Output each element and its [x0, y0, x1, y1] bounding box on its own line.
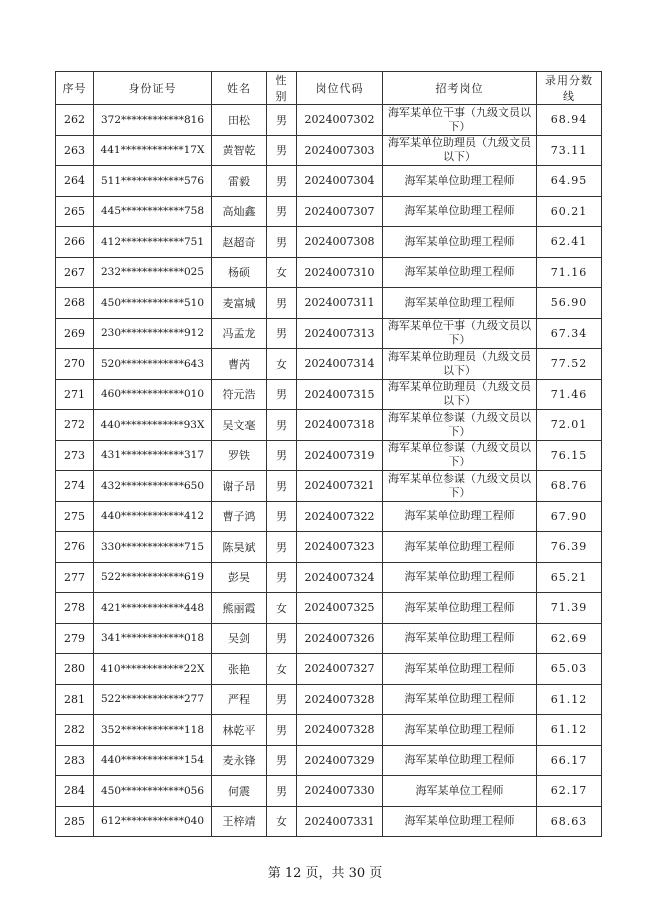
- row-number-cell: 277: [56, 562, 94, 593]
- row-number-cell: 266: [56, 227, 94, 258]
- table-row: [56, 379, 602, 410]
- position-code-cell: 2024007308: [297, 227, 383, 258]
- table-row: [56, 227, 602, 258]
- header-row: [56, 72, 602, 105]
- gender-cell: 男: [267, 105, 297, 136]
- position-title-cell: 海军某单位助理工程师: [383, 806, 537, 837]
- row-number-cell: 281: [56, 684, 94, 715]
- position-title-cell: 海军某单位工程师: [383, 776, 537, 807]
- position-code-cell: 2024007331: [297, 806, 383, 837]
- table-row: [56, 410, 602, 441]
- name-cell: 杨硕: [212, 257, 267, 288]
- gender-cell: 男: [267, 288, 297, 319]
- gender-cell: 男: [267, 196, 297, 227]
- name-cell: 罗铁: [212, 440, 267, 471]
- name-cell: 王梓靖: [212, 806, 267, 837]
- row-number-cell: 272: [56, 410, 94, 441]
- id-number-cell: 612************040: [94, 806, 212, 837]
- table-row: [56, 257, 602, 288]
- score-cell: 73.11: [537, 135, 602, 166]
- row-number-cell: 267: [56, 257, 94, 288]
- position-title-cell: 海军某单位助理工程师: [383, 623, 537, 654]
- id-number-cell: 445************758: [94, 196, 212, 227]
- id-number-cell: 372************816: [94, 105, 212, 136]
- gender-cell: 男: [267, 135, 297, 166]
- row-number-cell: 283: [56, 745, 94, 776]
- table-row: [56, 532, 602, 563]
- score-cell: 62.69: [537, 623, 602, 654]
- score-cell: 77.52: [537, 349, 602, 380]
- id-number-cell: 421************448: [94, 593, 212, 624]
- score-cell: 72.01: [537, 410, 602, 441]
- table-row: [56, 501, 602, 532]
- id-number-cell: 432************650: [94, 471, 212, 502]
- score-cell: 67.90: [537, 501, 602, 532]
- score-cell: 61.12: [537, 684, 602, 715]
- gender-cell: 女: [267, 806, 297, 837]
- position-code-cell: 2024007315: [297, 379, 383, 410]
- header-cell: 招考岗位: [383, 72, 537, 105]
- id-number-cell: 232************025: [94, 257, 212, 288]
- row-number-cell: 269: [56, 318, 94, 349]
- name-cell: 黄智乾: [212, 135, 267, 166]
- position-code-cell: 2024007304: [297, 166, 383, 197]
- position-code-cell: 2024007303: [297, 135, 383, 166]
- position-title-cell: 海军某单位助理工程师: [383, 166, 537, 197]
- row-number-cell: 285: [56, 806, 94, 837]
- name-cell: 张艳: [212, 654, 267, 685]
- position-title-cell: 海军某单位参谋（九级文员以下）: [383, 410, 537, 441]
- score-cell: 71.39: [537, 593, 602, 624]
- name-cell: 吴剑: [212, 623, 267, 654]
- table-row: [56, 806, 602, 837]
- score-cell: 60.21: [537, 196, 602, 227]
- table-row: [56, 349, 602, 380]
- header-cell: 身份证号: [94, 72, 212, 105]
- gender-cell: 男: [267, 684, 297, 715]
- table-row: [56, 196, 602, 227]
- row-number-cell: 276: [56, 532, 94, 563]
- row-number-cell: 263: [56, 135, 94, 166]
- score-cell: 64.95: [537, 166, 602, 197]
- position-code-cell: 2024007326: [297, 623, 383, 654]
- position-code-cell: 2024007323: [297, 532, 383, 563]
- score-cell: 76.39: [537, 532, 602, 563]
- position-title-cell: 海军某单位助理工程师: [383, 501, 537, 532]
- gender-cell: 男: [267, 471, 297, 502]
- score-cell: 62.41: [537, 227, 602, 258]
- id-number-cell: 410************22X: [94, 654, 212, 685]
- gender-cell: 男: [267, 379, 297, 410]
- name-cell: 谢子昂: [212, 471, 267, 502]
- name-cell: 麦富城: [212, 288, 267, 319]
- id-number-cell: 440************412: [94, 501, 212, 532]
- position-code-cell: 2024007321: [297, 471, 383, 502]
- position-title-cell: 海军某单位助理工程师: [383, 288, 537, 319]
- position-code-cell: 2024007325: [297, 593, 383, 624]
- table-row: [56, 166, 602, 197]
- id-number-cell: 431************317: [94, 440, 212, 471]
- position-title-cell: 海军某单位参谋（九级文员以下）: [383, 471, 537, 502]
- score-cell: 71.16: [537, 257, 602, 288]
- table-row: [56, 440, 602, 471]
- position-code-cell: 2024007307: [297, 196, 383, 227]
- position-title-cell: 海军某单位助理工程师: [383, 196, 537, 227]
- position-code-cell: 2024007328: [297, 715, 383, 746]
- name-cell: 熊丽霞: [212, 593, 267, 624]
- score-cell: 68.94: [537, 105, 602, 136]
- score-cell: 76.15: [537, 440, 602, 471]
- position-title-cell: 海军某单位助理员（九级文员以下）: [383, 379, 537, 410]
- name-cell: 田松: [212, 105, 267, 136]
- position-code-cell: 2024007328: [297, 684, 383, 715]
- gender-cell: 男: [267, 623, 297, 654]
- score-cell: 67.34: [537, 318, 602, 349]
- row-number-cell: 271: [56, 379, 94, 410]
- score-cell: 61.12: [537, 715, 602, 746]
- score-cell: 68.76: [537, 471, 602, 502]
- id-number-cell: 511************576: [94, 166, 212, 197]
- table-row: [56, 715, 602, 746]
- position-title-cell: 海军某单位助理工程师: [383, 745, 537, 776]
- name-cell: 林乾平: [212, 715, 267, 746]
- header-cell: 性别: [267, 72, 297, 105]
- admission-table: [55, 71, 602, 837]
- gender-cell: 男: [267, 776, 297, 807]
- gender-cell: 男: [267, 715, 297, 746]
- table-row: [56, 105, 602, 136]
- name-cell: 彭昊: [212, 562, 267, 593]
- id-number-cell: 440************154: [94, 745, 212, 776]
- row-number-cell: 284: [56, 776, 94, 807]
- position-code-cell: 2024007327: [297, 654, 383, 685]
- position-code-cell: 2024007329: [297, 745, 383, 776]
- row-number-cell: 278: [56, 593, 94, 624]
- position-code-cell: 2024007324: [297, 562, 383, 593]
- row-number-cell: 282: [56, 715, 94, 746]
- score-cell: 65.03: [537, 654, 602, 685]
- id-number-cell: 450************056: [94, 776, 212, 807]
- id-number-cell: 341************018: [94, 623, 212, 654]
- position-title-cell: 海军某单位助理工程师: [383, 593, 537, 624]
- row-number-cell: 268: [56, 288, 94, 319]
- position-code-cell: 2024007319: [297, 440, 383, 471]
- gender-cell: 女: [267, 349, 297, 380]
- name-cell: 麦永锋: [212, 745, 267, 776]
- gender-cell: 男: [267, 318, 297, 349]
- table-row: [56, 471, 602, 502]
- id-number-cell: 440************93X: [94, 410, 212, 441]
- gender-cell: 男: [267, 166, 297, 197]
- gender-cell: 男: [267, 501, 297, 532]
- position-title-cell: 海军某单位助理工程师: [383, 715, 537, 746]
- position-code-cell: 2024007310: [297, 257, 383, 288]
- gender-cell: 男: [267, 562, 297, 593]
- id-number-cell: 460************010: [94, 379, 212, 410]
- name-cell: 曹子鸿: [212, 501, 267, 532]
- position-code-cell: 2024007322: [297, 501, 383, 532]
- id-number-cell: 522************277: [94, 684, 212, 715]
- position-title-cell: 海军某单位助理员（九级文员以下）: [383, 135, 537, 166]
- gender-cell: 男: [267, 532, 297, 563]
- gender-cell: 男: [267, 410, 297, 441]
- name-cell: 赵超奇: [212, 227, 267, 258]
- name-cell: 吴文毫: [212, 410, 267, 441]
- position-title-cell: 海军某单位干事（九级文员以下）: [383, 318, 537, 349]
- id-number-cell: 352************118: [94, 715, 212, 746]
- position-title-cell: 海军某单位助理员（九级文员以下）: [383, 349, 537, 380]
- position-code-cell: 2024007313: [297, 318, 383, 349]
- score-cell: 56.90: [537, 288, 602, 319]
- position-title-cell: 海军某单位助理工程师: [383, 684, 537, 715]
- id-number-cell: 230************912: [94, 318, 212, 349]
- position-title-cell: 海军某单位参谋（九级文员以下）: [383, 440, 537, 471]
- name-cell: 符元浩: [212, 379, 267, 410]
- table-row: [56, 562, 602, 593]
- gender-cell: 女: [267, 654, 297, 685]
- header-cell: 岗位代码: [297, 72, 383, 105]
- table-row: [56, 318, 602, 349]
- gender-cell: 女: [267, 257, 297, 288]
- name-cell: 严程: [212, 684, 267, 715]
- table-row: [56, 654, 602, 685]
- position-title-cell: 海军某单位助理工程师: [383, 562, 537, 593]
- table-row: [56, 745, 602, 776]
- name-cell: 何震: [212, 776, 267, 807]
- name-cell: 冯孟龙: [212, 318, 267, 349]
- table-row: [56, 776, 602, 807]
- position-title-cell: 海军某单位助理工程师: [383, 227, 537, 258]
- position-code-cell: 2024007311: [297, 288, 383, 319]
- name-cell: 雷毅: [212, 166, 267, 197]
- gender-cell: 男: [267, 745, 297, 776]
- table-row: [56, 135, 602, 166]
- position-code-cell: 2024007330: [297, 776, 383, 807]
- id-number-cell: 412************751: [94, 227, 212, 258]
- page-footer: 第 12 页，共 30 页: [267, 866, 383, 881]
- gender-cell: 男: [267, 440, 297, 471]
- name-cell: 陈昊斌: [212, 532, 267, 563]
- table-row: [56, 684, 602, 715]
- table-row: [56, 288, 602, 319]
- row-number-cell: 270: [56, 349, 94, 380]
- table-row: [56, 593, 602, 624]
- row-number-cell: 273: [56, 440, 94, 471]
- score-cell: 68.63: [537, 806, 602, 837]
- name-cell: 曹芮: [212, 349, 267, 380]
- position-title-cell: 海军某单位干事（九级文员以下）: [383, 105, 537, 136]
- header-cell: 录用分数线: [537, 72, 602, 105]
- score-cell: 66.17: [537, 745, 602, 776]
- row-number-cell: 279: [56, 623, 94, 654]
- id-number-cell: 520************643: [94, 349, 212, 380]
- position-code-cell: 2024007302: [297, 105, 383, 136]
- position-title-cell: 海军某单位助理工程师: [383, 654, 537, 685]
- score-cell: 71.46: [537, 379, 602, 410]
- gender-cell: 男: [267, 227, 297, 258]
- position-title-cell: 海军某单位助理工程师: [383, 257, 537, 288]
- header-cell: 序号: [56, 72, 94, 105]
- row-number-cell: 262: [56, 105, 94, 136]
- position-code-cell: 2024007318: [297, 410, 383, 441]
- row-number-cell: 275: [56, 501, 94, 532]
- position-code-cell: 2024007314: [297, 349, 383, 380]
- score-cell: 62.17: [537, 776, 602, 807]
- row-number-cell: 264: [56, 166, 94, 197]
- name-cell: 高灿鑫: [212, 196, 267, 227]
- row-number-cell: 265: [56, 196, 94, 227]
- position-title-cell: 海军某单位助理工程师: [383, 532, 537, 563]
- header-cell: 姓名: [212, 72, 267, 105]
- id-number-cell: 330************715: [94, 532, 212, 563]
- row-number-cell: 280: [56, 654, 94, 685]
- id-number-cell: 441************17X: [94, 135, 212, 166]
- table-row: [56, 623, 602, 654]
- id-number-cell: 450************510: [94, 288, 212, 319]
- row-number-cell: 274: [56, 471, 94, 502]
- score-cell: 65.21: [537, 562, 602, 593]
- id-number-cell: 522************619: [94, 562, 212, 593]
- gender-cell: 女: [267, 593, 297, 624]
